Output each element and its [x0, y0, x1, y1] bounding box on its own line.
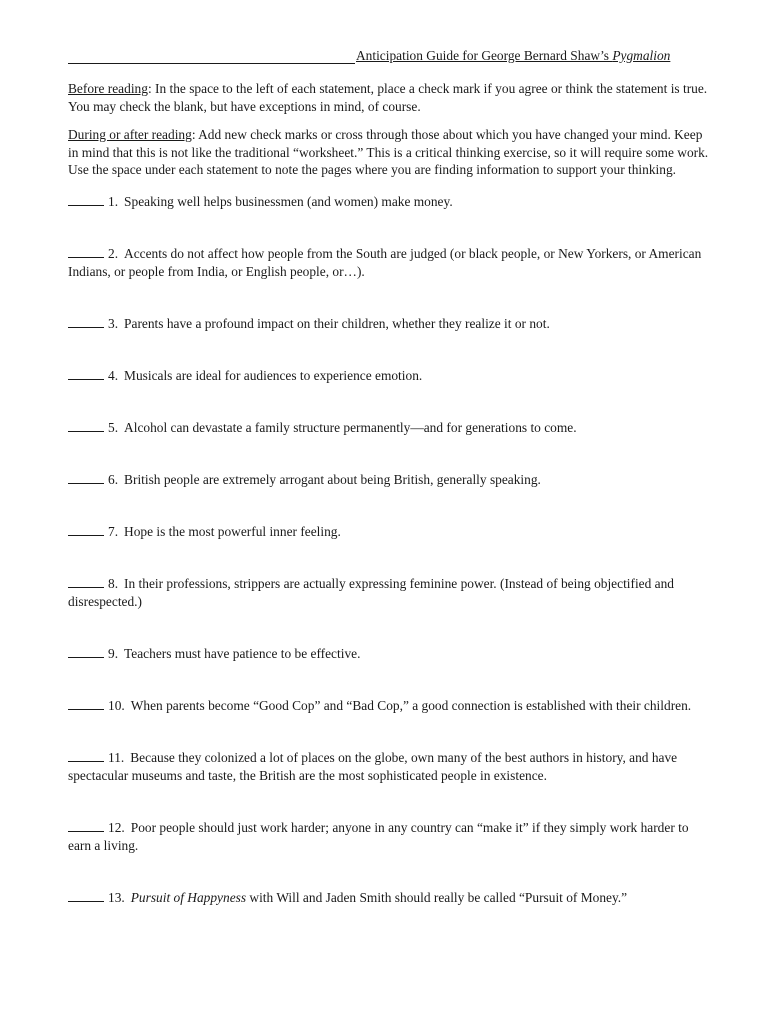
check-blank[interactable]	[68, 315, 104, 328]
check-blank[interactable]	[68, 523, 104, 536]
check-blank[interactable]	[68, 819, 104, 832]
before-reading-text: : In the space to the left of each statement, place a check mark if you agree or think the statement is true. You may check the blank, but have exceptions in mind, of course.	[68, 81, 708, 114]
check-blank[interactable]	[68, 367, 104, 380]
check-blank[interactable]	[68, 575, 104, 588]
check-blank[interactable]	[68, 471, 104, 484]
title-work: Pygmalion	[612, 48, 671, 63]
name-blank-line[interactable]	[68, 49, 355, 64]
during-reading-instructions	[68, 126, 712, 179]
check-blank[interactable]	[68, 419, 104, 432]
statement-4: 4. Musicals are ideal for audiences to experience emotion.	[68, 367, 712, 385]
before-reading-label: Before reading	[68, 81, 148, 96]
check-blank[interactable]	[68, 749, 104, 762]
header	[68, 44, 712, 64]
statement-5: 5. Alcohol can devastate a family structure permanently—and for generations to come.	[68, 419, 712, 437]
statement-12: 12. Poor people should just work harder; anyone in any country can “make it” if they simply work harder to earn a living.	[68, 819, 689, 853]
check-blank[interactable]	[68, 645, 104, 658]
check-blank[interactable]	[68, 193, 104, 206]
statement-9: 9. Teachers must have patience to be effective.	[68, 645, 712, 663]
statement-8: 8. In their professions, strippers are actually expressing feminine power. (Instead of being objectified and disrespected.)	[68, 575, 675, 609]
statement-7: 7. Hope is the most powerful inner feeling.	[68, 523, 712, 541]
before-reading-instructions	[68, 80, 712, 115]
statement-3: 3. Parents have a profound impact on their children, whether they realize it or not.	[68, 315, 712, 333]
statement-2: 2. Accents do not affect how people from the South are judged (or black people, or New Yorkers, or American Indians, or people from India, or English people, or…).	[68, 245, 702, 279]
statement-10: 10. When parents become “Good Cop” and “Bad Cop,” a good connection is established with their children.	[68, 697, 712, 715]
statement-11: 11. Because they colonized a lot of places on the globe, own many of the best authors in history, and have spectacular museums and taste, the British are the most sophisticated people in existence.	[68, 749, 678, 783]
worksheet-page	[68, 44, 712, 941]
check-blank[interactable]	[68, 889, 104, 902]
during-reading-label: During or after reading	[68, 127, 192, 142]
during-reading-text: : Add new check marks or cross through those about which you have changed your mind. Keep in mind that this is not like the traditional “worksheet.” This is a critical thinking exercise, so it will require some work. Use the space under each statement to note the pages where you are finding information to support your thinking.	[68, 127, 709, 177]
check-blank[interactable]	[68, 697, 104, 710]
statement-list	[68, 193, 712, 907]
statement-6: 6. British people are extremely arrogant about being British, generally speaking.	[68, 471, 712, 489]
check-blank[interactable]	[68, 245, 104, 258]
page-title: Anticipation Guide for George Bernard Shaw’s Pygmalion	[356, 48, 671, 63]
statement-13: 13. Pursuit of Happyness with Will and Jaden Smith should really be called “Pursuit of Money.”	[68, 889, 712, 907]
movie-title: Pursuit of Happyness	[130, 889, 247, 905]
statement-1: 1. Speaking well helps businessmen (and women) make money.	[68, 193, 712, 211]
